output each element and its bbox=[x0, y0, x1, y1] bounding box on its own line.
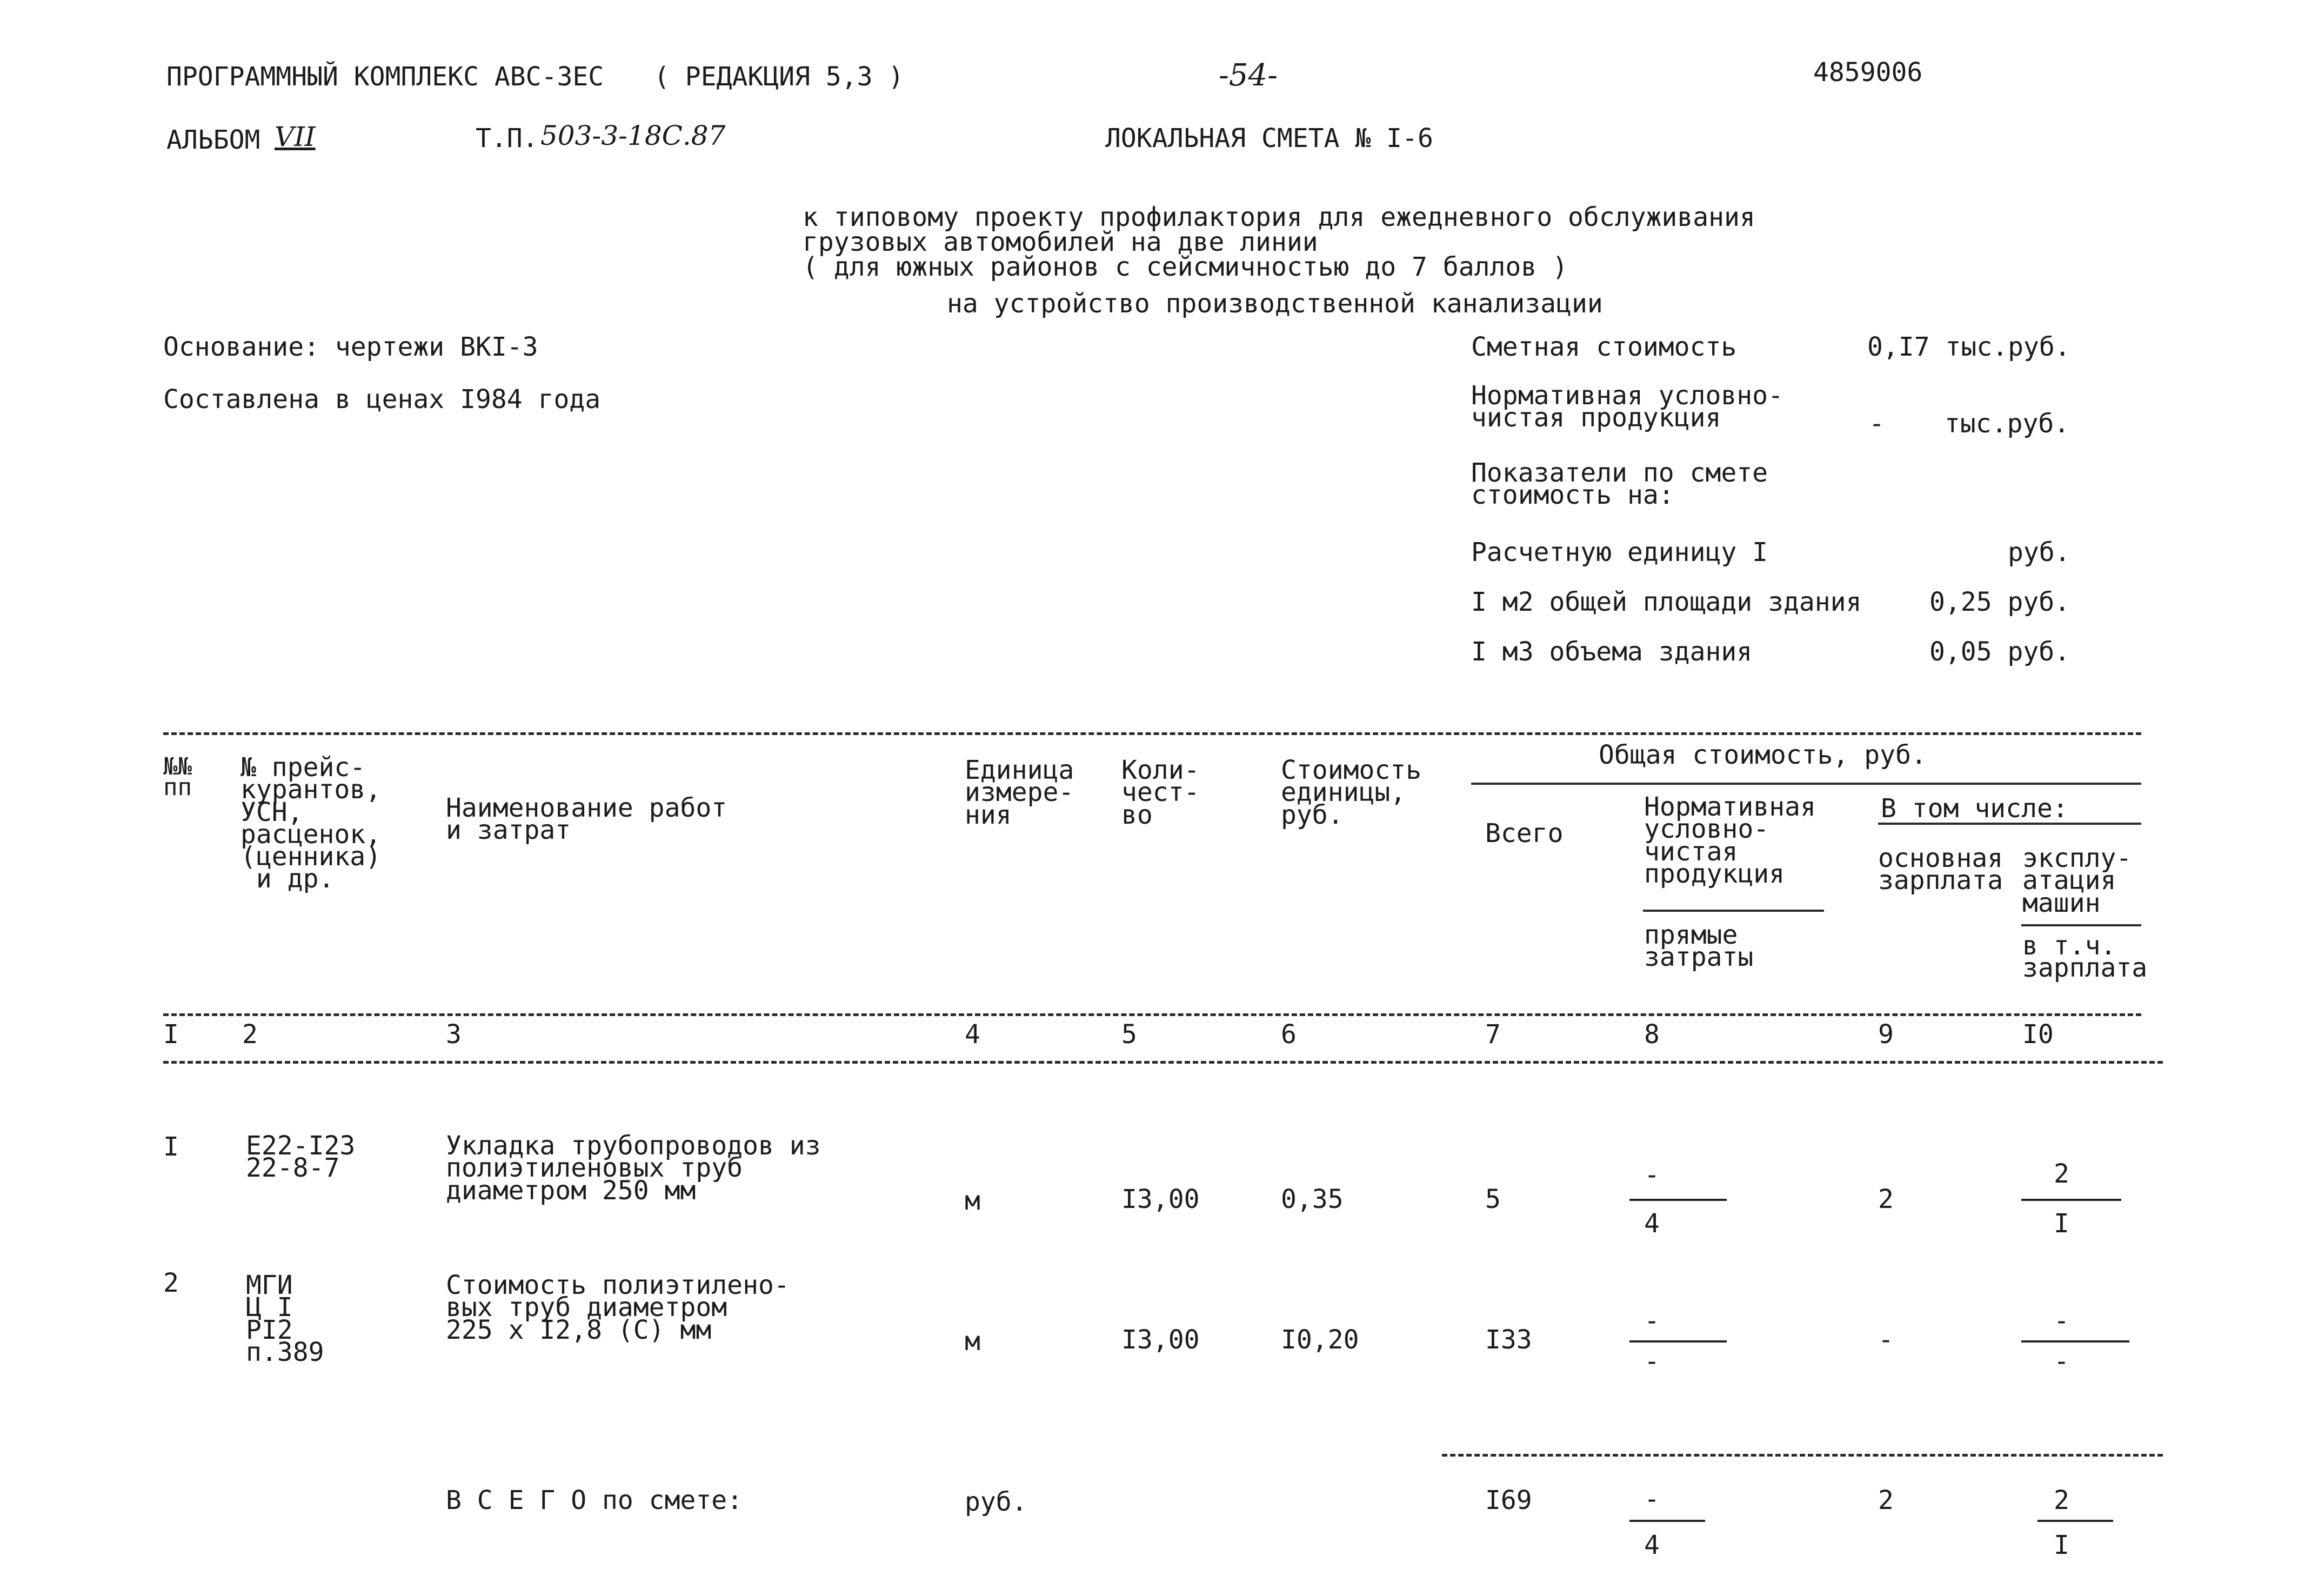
header-price: Стоимость единицы, руб. bbox=[1281, 755, 1422, 830]
total-ncp-top: - bbox=[1644, 1484, 1660, 1514]
row-total: I33 bbox=[1485, 1325, 1532, 1355]
basis-prices: Составлена в ценах I984 года bbox=[163, 384, 601, 415]
unit1-value: руб. bbox=[2008, 537, 2070, 567]
subject-line-3: ( для южных районов с сейсмичностью до 7 баллов ) bbox=[803, 252, 1568, 282]
row-qty: I3,00 bbox=[1121, 1325, 1200, 1355]
basis-drawings: Основание: чертежи ВКI-3 bbox=[163, 332, 538, 362]
col-number: 7 bbox=[1485, 1019, 1501, 1050]
edition: ( РЕДАКЦИЯ 5,3 ) bbox=[654, 62, 904, 92]
total-group-rule bbox=[1471, 783, 2141, 785]
total-salary: 2 bbox=[1878, 1485, 1894, 1515]
row-salary: - bbox=[1878, 1325, 1894, 1355]
row-price: I0,20 bbox=[1281, 1325, 1359, 1355]
col-number: 4 bbox=[965, 1019, 980, 1050]
estimated-cost-label: Сметная стоимость bbox=[1471, 332, 1737, 362]
tp-number: 503-3-18С.87 bbox=[540, 120, 726, 151]
header-salary: основная зарплата bbox=[1878, 843, 2003, 896]
col-number: 8 bbox=[1644, 1019, 1660, 1050]
smeta-title: ЛОКАЛЬНАЯ СМЕТА № I-6 bbox=[1105, 123, 1433, 153]
document-number: 4859006 bbox=[1813, 57, 1923, 88]
row-code: Е22-I23 22-8-7 bbox=[246, 1131, 356, 1184]
total-row-rule bbox=[1442, 1454, 2163, 1457]
row-unit: м bbox=[965, 1186, 980, 1216]
col-numbers-rule bbox=[163, 1061, 2163, 1064]
m2-value: 0,25 руб. bbox=[1929, 587, 2070, 617]
tp-label: Т.П. bbox=[476, 123, 538, 153]
total-machines-top: 2 bbox=[2054, 1485, 2069, 1515]
row-machines-top: - bbox=[2054, 1306, 2069, 1336]
row-ncp-top: - bbox=[1644, 1306, 1660, 1336]
subject-line-1: к типовому проекту профилактория для ежедневного обслуживания bbox=[803, 202, 1755, 232]
row-code: МГИ Ц I РI2 п.389 bbox=[246, 1270, 324, 1367]
total-unit: руб. bbox=[965, 1487, 1027, 1517]
total-sum: I69 bbox=[1485, 1485, 1532, 1515]
header-machines: эксплу- атация машин bbox=[2022, 843, 2132, 918]
header-num: №№ пп bbox=[163, 753, 192, 801]
machines-fraction-bar bbox=[2021, 1199, 2121, 1201]
total-ncp-bottom: 4 bbox=[1644, 1530, 1660, 1560]
header-direct: прямые затраты bbox=[1644, 920, 1754, 973]
table-top-rule bbox=[163, 732, 2141, 735]
col-number: 3 bbox=[446, 1019, 462, 1050]
row-salary: 2 bbox=[1878, 1184, 1894, 1214]
header-ncp: Нормативная условно- чистая продукция bbox=[1644, 792, 1816, 889]
row-ncp-bottom: 4 bbox=[1644, 1208, 1660, 1239]
row-num: 2 bbox=[163, 1268, 179, 1298]
normative-product-label: Нормативная условно- чистая продукция bbox=[1471, 380, 1783, 433]
row-unit: м bbox=[965, 1326, 980, 1357]
row-machines-top: 2 bbox=[2054, 1159, 2069, 1189]
header-code: № прейс- курантов, УСН, расценок, (ценника) и др. bbox=[241, 752, 382, 894]
col-number: 2 bbox=[242, 1019, 258, 1050]
header-including: В том числе: bbox=[1881, 793, 2068, 824]
col-number: I0 bbox=[2022, 1019, 2054, 1050]
row-ncp-bottom: - bbox=[1644, 1346, 1660, 1377]
ncp-fraction-bar bbox=[1629, 1199, 1727, 1201]
col-number: 9 bbox=[1878, 1019, 1894, 1050]
m3-label: I м3 объема здания bbox=[1471, 637, 1753, 667]
ncp-divider-rule bbox=[1643, 910, 1824, 912]
subject-line-4: на устройство производственной канализации bbox=[947, 289, 1603, 319]
header-unit: Единица измере- ния bbox=[965, 755, 1074, 830]
program-name: ПРОГРАММНЫЙ КОМПЛЕКС АВС-ЗЕС bbox=[166, 62, 604, 92]
m2-label: I м2 общей площади здания bbox=[1471, 587, 1862, 617]
row-machines-bottom: I bbox=[2054, 1208, 2069, 1239]
header-total: Всего bbox=[1485, 818, 1564, 849]
ncp-fraction-bar bbox=[1629, 1520, 1705, 1522]
estimated-cost-value: 0,I7 тыс.руб. bbox=[1867, 332, 2070, 362]
normative-product-dash: - bbox=[1869, 409, 1885, 439]
col-number: 6 bbox=[1281, 1019, 1297, 1050]
col-number: I bbox=[163, 1019, 179, 1050]
machines-fraction-bar bbox=[2021, 1340, 2129, 1343]
header-bottom-rule bbox=[163, 1013, 2141, 1016]
m3-value: 0,05 руб. bbox=[1929, 637, 2070, 667]
row-ncp-top: - bbox=[1644, 1160, 1660, 1190]
row-num: I bbox=[163, 1132, 179, 1162]
row-name: Укладка трубопроводов из полиэтиленовых труб диаметром 250 мм bbox=[446, 1131, 821, 1206]
total-machines-bottom: I bbox=[2054, 1530, 2069, 1560]
header-name: Наименование работ и затрат bbox=[446, 793, 727, 846]
row-qty: I3,00 bbox=[1121, 1184, 1200, 1214]
total-label: В С Е Г О по смете: bbox=[446, 1485, 743, 1515]
header-total-group: Общая стоимость, руб. bbox=[1599, 740, 1927, 770]
row-total: 5 bbox=[1485, 1184, 1501, 1214]
header-qty: Коли- чест- во bbox=[1121, 755, 1200, 830]
machines-divider-rule bbox=[2021, 924, 2141, 926]
page-number: -54- bbox=[1219, 58, 1278, 93]
unit1-label: Расчетную единицу I bbox=[1471, 537, 1768, 567]
album-label: АЛЬБОМ bbox=[166, 125, 260, 155]
row-name: Стоимость полиэтилено- вых труб диаметром 225 х I2,8 (С) мм bbox=[446, 1270, 790, 1345]
album-number: VII bbox=[275, 121, 316, 152]
row-price: 0,35 bbox=[1281, 1184, 1344, 1214]
ncp-fraction-bar bbox=[1629, 1340, 1727, 1343]
subject-line-2: грузовых автомобилей на две линии bbox=[803, 227, 1318, 257]
indicators-label: Показатели по смете стоимость на: bbox=[1471, 458, 1768, 511]
normative-product-unit: тыс.руб. bbox=[1945, 409, 2070, 439]
col-number: 5 bbox=[1121, 1019, 1137, 1050]
machines-fraction-bar bbox=[2038, 1520, 2113, 1522]
header-machines-salary: в т.ч. зарплата bbox=[2022, 931, 2148, 984]
row-machines-bottom: - bbox=[2054, 1346, 2069, 1377]
